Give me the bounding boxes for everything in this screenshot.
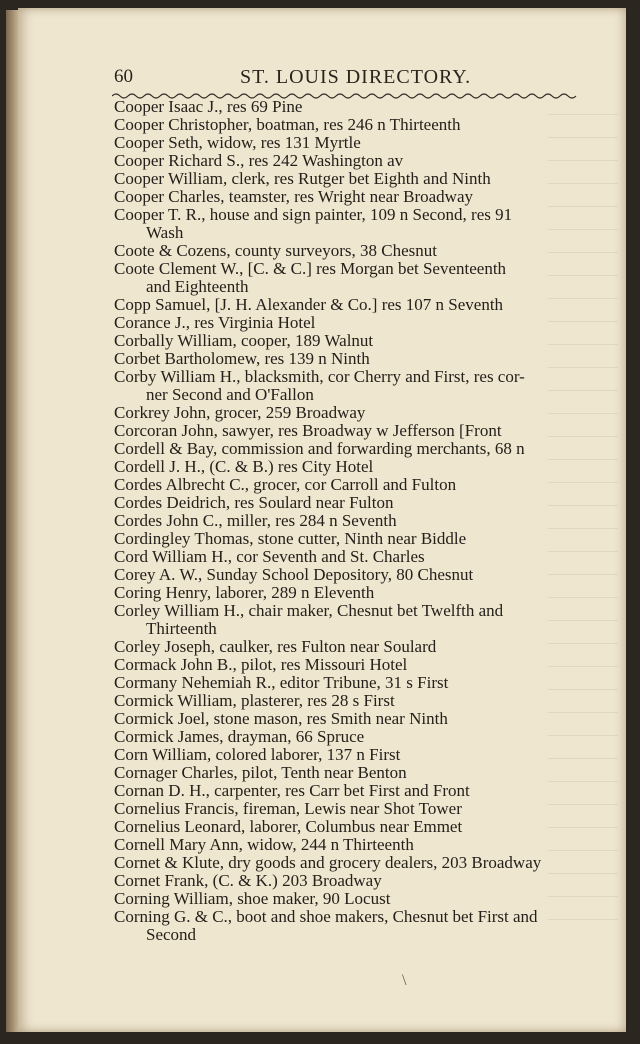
entry-text: Cornet Frank, (C. & K.) 203 Broadway: [114, 871, 382, 890]
directory-entry: [114, 296, 576, 314]
directory-entry: [114, 332, 576, 350]
entry-text: Cord William H., cor Seventh and St. Charles: [114, 547, 425, 566]
directory-entry: [114, 152, 576, 170]
entry-text: Cooper Richard S., res 242 Washington av: [114, 151, 404, 170]
directory-entry: [114, 368, 576, 404]
entry-text: Copp Samuel, [J. H. Alexander & Co.] res 107 n Seventh: [114, 295, 504, 314]
directory-entry: [114, 242, 576, 260]
directory-entry: [114, 710, 576, 728]
directory-entry: [114, 512, 576, 530]
directory-entry: [114, 98, 576, 116]
directory-entry: [114, 674, 576, 692]
directory-entry: [114, 746, 576, 764]
entry-text: Corning William, shoe maker, 90 Locust: [114, 889, 391, 908]
entry-text: Corby William H., blacksmith, cor Cherry and First, res cor-: [114, 367, 525, 386]
directory-entry: [114, 638, 576, 656]
directory-entry: [114, 566, 576, 584]
entry-text: Cormany Nehemiah R., editor Tribune, 31 s First: [114, 673, 449, 692]
entry-text: Cormick James, drayman, 66 Spruce: [114, 727, 365, 746]
entry-text: Cooper William, clerk, res Rutger bet Eighth and Ninth: [114, 169, 491, 188]
directory-entry: [114, 476, 576, 494]
directory-entry: [114, 314, 576, 332]
entry-text: Corey A. W., Sunday School Depository, 80 Chesnut: [114, 565, 474, 584]
entry-text: Coote Clement W., [C. & C.] res Morgan bet Seventeenth: [114, 259, 507, 278]
directory-entry: [114, 116, 576, 134]
entry-text: Cordes John C., miller, res 284 n Seventh: [114, 511, 397, 530]
directory-entry: [114, 800, 576, 818]
entry-text: Cooper Seth, widow, res 131 Myrtle: [114, 133, 361, 152]
entry-text: Cormack John B., pilot, res Missouri Hotel: [114, 655, 408, 674]
entry-text: Cooper T. R., house and sign painter, 109 n Second, res 91: [114, 205, 513, 224]
directory-entry: [114, 458, 576, 476]
directory-entry: [114, 782, 576, 800]
entry-text: Cormick William, plasterer, res 28 s First: [114, 691, 395, 710]
entry-text: Corley William H., chair maker, Chesnut bet Twelfth and: [114, 601, 504, 620]
directory-entry: [114, 548, 576, 566]
directory-entry: [114, 854, 576, 872]
entry-text: Corcoran John, sawyer, res Broadway w Jefferson [Front: [114, 421, 502, 440]
directory-entry: [114, 656, 576, 674]
directory-entry: [114, 350, 576, 368]
entry-text: Cooper Christopher, boatman, res 246 n Thirteenth: [114, 115, 461, 134]
entry-text: Corn William, colored laborer, 137 n First: [114, 745, 401, 764]
entry-text: Cornell Mary Ann, widow, 244 n Thirteenth: [114, 835, 414, 854]
directory-entries: [114, 98, 576, 944]
entry-text: Cordes Deidrich, res Soulard near Fulton: [114, 493, 394, 512]
directory-entry: [114, 188, 576, 206]
page-title: ST. LOUIS DIRECTORY.: [240, 66, 472, 88]
directory-entry: [114, 206, 576, 242]
entry-text: Cormick Joel, stone mason, res Smith near Ninth: [114, 709, 448, 728]
directory-entry: [114, 764, 576, 782]
directory-entry: [114, 440, 576, 458]
entry-text: Coote & Cozens, county surveyors, 38 Chesnut: [114, 241, 437, 260]
entry-text: Cooper Isaac J., res 69 Pine: [114, 97, 303, 116]
entry-continuation: Thirteenth: [146, 619, 217, 638]
directory-entry: [114, 818, 576, 836]
directory-entry: [114, 602, 576, 638]
directory-entry: [114, 908, 576, 944]
directory-entry: [114, 530, 576, 548]
directory-entry: [114, 422, 576, 440]
entry-text: Cordell & Bay, commission and forwarding merchants, 68 n: [114, 439, 525, 458]
directory-entry: [114, 584, 576, 602]
page-number: 60: [114, 66, 133, 87]
entry-text: Cordell J. H., (C. & B.) res City Hotel: [114, 457, 374, 476]
directory-entry: [114, 836, 576, 854]
entry-text: Cordes Albrecht C., grocer, cor Carroll and Fulton: [114, 475, 457, 494]
entry-text: Corkrey John, grocer, 259 Broadway: [114, 403, 366, 422]
directory-entry: [114, 890, 576, 908]
directory-entry: [114, 872, 576, 890]
entry-text: Cornager Charles, pilot, Tenth near Benton: [114, 763, 407, 782]
entry-text: Corbet Bartholomew, res 139 n Ninth: [114, 349, 370, 368]
directory-entry: [114, 404, 576, 422]
entry-continuation: and Eighteenth: [146, 277, 249, 296]
entry-text: Corance J., res Virginia Hotel: [114, 313, 316, 332]
entry-text: Corley Joseph, caulker, res Fulton near Soulard: [114, 637, 437, 656]
directory-entry: [114, 134, 576, 152]
directory-entry: [114, 170, 576, 188]
entry-text: Corbally William, cooper, 189 Walnut: [114, 331, 374, 350]
entry-continuation: Wash: [146, 223, 184, 242]
entry-continuation: Second: [146, 925, 197, 944]
entry-text: Cornan D. H., carpenter, res Carr bet First and Front: [114, 781, 470, 800]
entry-text: Cornet & Klute, dry goods and grocery dealers, 203 Broadway: [114, 853, 542, 872]
entry-text: Corning G. & C., boot and shoe makers, Chesnut bet First and: [114, 907, 538, 926]
entry-text: Cornelius Leonard, laborer, Columbus near Emmet: [114, 817, 463, 836]
directory-entry: [114, 728, 576, 746]
footer-mark: \: [402, 972, 407, 989]
entry-text: Cordingley Thomas, stone cutter, Ninth near Biddle: [114, 529, 467, 548]
directory-entry: [114, 692, 576, 710]
entry-text: Cooper Charles, teamster, res Wright near Broadway: [114, 187, 473, 206]
directory-entry: [114, 494, 576, 512]
directory-entry: [114, 260, 576, 296]
entry-text: Coring Henry, laborer, 289 n Eleventh: [114, 583, 375, 602]
entry-continuation: ner Second and O'Fallon: [146, 385, 314, 404]
entry-text: Cornelius Francis, fireman, Lewis near Shot Tower: [114, 799, 462, 818]
